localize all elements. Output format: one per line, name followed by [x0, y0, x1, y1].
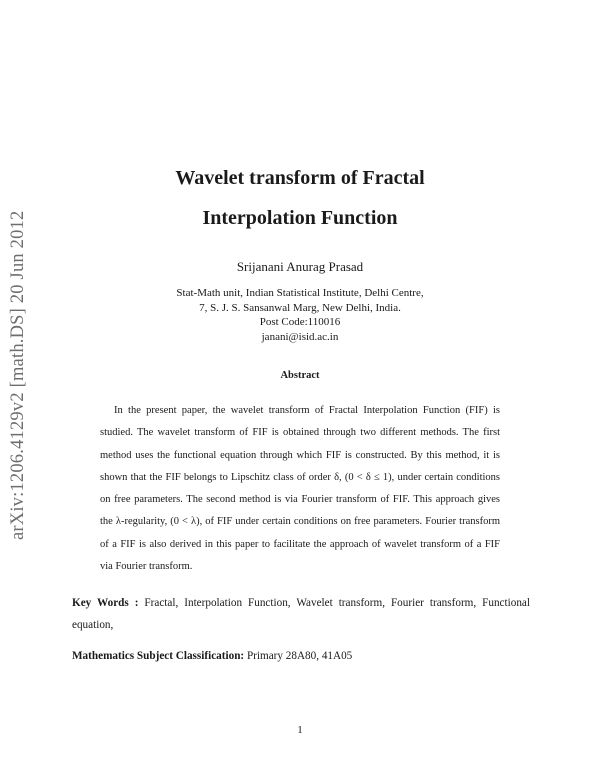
arxiv-identifier: arXiv:1206.4129v2 [math.DS] 20 Jun 2012: [8, 210, 28, 540]
affiliation-line: 7, S. J. S. Sansanwal Marg, New Delhi, India.: [199, 301, 401, 314]
author-affiliation: [60, 286, 540, 344]
keywords-text: Fractal, Interpolation Function, Wavelet transform, Fourier transform, Functional equation,: [72, 597, 530, 631]
abstract-text: In the present paper, the wavelet transform of Fractal Interpolation Function (FIF) is studied. The wavelet transform of FIF is obtained through two different methods. The first method uses the functional equation through which FIF is constructed. By this method, it is shown that the FIF belongs to Lipschitz class of order δ, (0 < δ ≤ 1), under certain conditions on free parameters. The second method is via Fourier transform of FIF. This approach gives the λ-regularity, (0 < λ), of FIF under certain conditions on free parameters. Fourier transform of a FIF is also derived in this paper to facilitate the approach of wavelet transform of a FIF via Fourier transform.: [100, 405, 500, 573]
affiliation-line: Post Code:110016: [259, 316, 341, 328]
page-number: 1: [297, 724, 303, 736]
paper-title: [60, 158, 540, 238]
affiliation-line: Stat-Math unit, Indian Statistical Institute, Delhi Centre,: [176, 287, 424, 299]
keywords-label: Key Words :: [72, 597, 139, 609]
author-email: janani@isid.ac.in: [261, 330, 339, 343]
msc-text: Primary 28A80, 41A05: [246, 650, 353, 662]
msc-section: [72, 645, 530, 667]
author-name: Srijanani Anurag Prasad: [236, 259, 364, 274]
title-line-2: Interpolation Function: [202, 207, 398, 229]
title-line-1: Wavelet transform of Fractal: [175, 167, 425, 189]
keywords-section: [72, 592, 530, 636]
abstract-heading: Abstract: [280, 370, 320, 381]
msc-label: Mathematics Subject Classification:: [72, 650, 245, 662]
